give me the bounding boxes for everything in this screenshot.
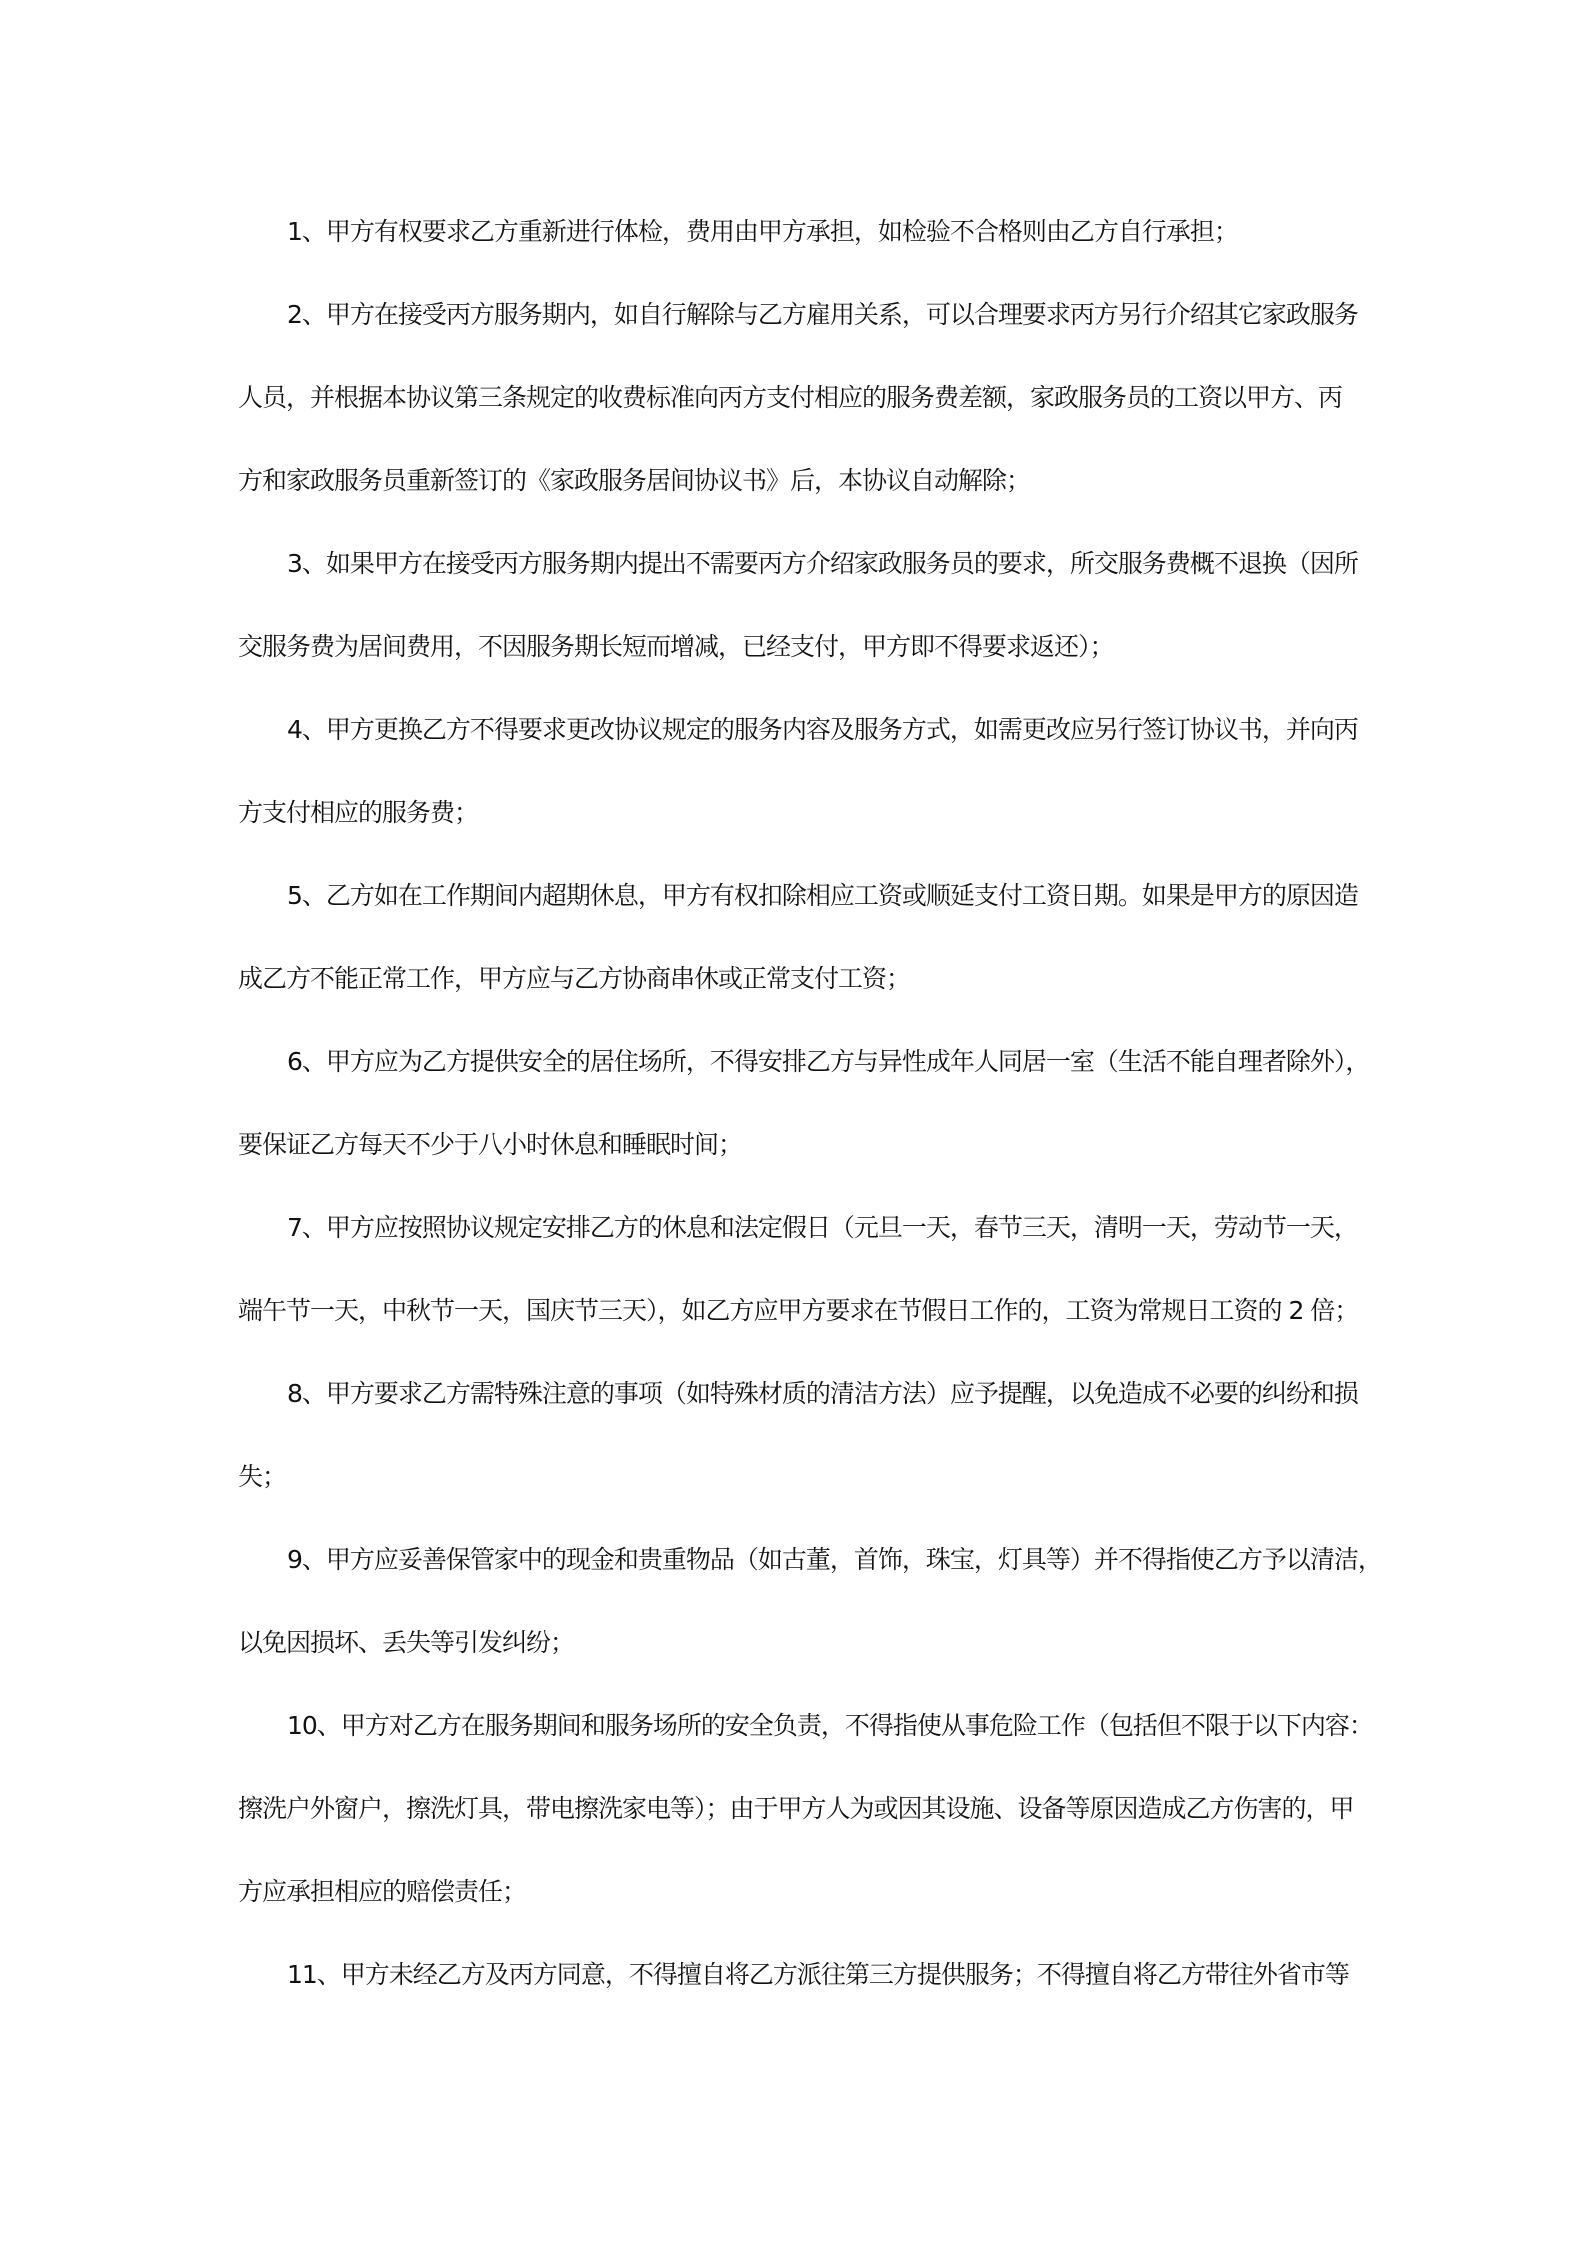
clause-line: 7、甲方应按照协议规定安排乙方的休息和法定假日（元旦一天，春节三天，清明一天，劳动节一天，: [287, 1213, 1358, 1242]
clause-line: 人员，并根据本协议第三条规定的收费标准向丙方支付相应的服务费差额，家政服务员的工资以甲方、丙: [238, 383, 1343, 412]
clause-line: 端午节一天，中秋节一天，国庆节三天），如乙方应甲方要求在节假日工作的，工资为常规日工资的 2 倍；: [238, 1296, 1359, 1325]
contract-clauses-block: [238, 190, 1448, 2016]
clause-line: 方应承担相应的赔偿责任；: [238, 1877, 527, 1906]
clause-line: 11、甲方未经乙方及丙方同意，不得擅自将乙方派往第三方提供服务；不得擅自将乙方带往外省市等: [287, 1960, 1349, 1989]
clause-line: 6、甲方应为乙方提供安全的居住场所，不得安排乙方与异性成年人同居一室（生活不能自理者除外），: [287, 1047, 1370, 1076]
clause-line: 9、甲方应妥善保管家中的现金和贵重物品（如古董，首饰，珠宝，灯具等）并不得指使乙方予以清洁，: [287, 1545, 1382, 1574]
clause-line: 2、甲方在接受丙方服务期内，如自行解除与乙方雇用关系，可以合理要求丙方另行介绍其它家政服务: [287, 300, 1358, 329]
clause-line: 以免因损坏、丢失等引发纠纷；: [238, 1628, 575, 1657]
clause-line: 1、甲方有权要求乙方重新进行体检，费用由甲方承担，如检验不合格则由乙方自行承担；: [287, 217, 1238, 246]
clause-line: 5、乙方如在工作期间内超期休息，甲方有权扣除相应工资或顺延支付工资日期。如果是甲方的原因造: [287, 881, 1358, 910]
clause-line: 方和家政服务员重新签订的《家政服务居间协议书》后，本协议自动解除；: [238, 466, 1031, 495]
clause-line: 要保证乙方每天不少于八小时休息和睡眠时间；: [238, 1130, 743, 1159]
clause-line: 8、甲方要求乙方需特殊注意的事项（如特殊材质的清洁方法）应予提醒，以免造成不必要的纠纷和损: [287, 1379, 1358, 1408]
clause-line: 4、甲方更换乙方不得要求更改协议规定的服务内容及服务方式，如需更改应另行签订协议书，并向丙: [287, 715, 1358, 744]
clause-line: 方支付相应的服务费；: [238, 798, 479, 827]
clause-line: 3、如果甲方在接受丙方服务期内提出不需要丙方介绍家政服务员的要求，所交服务费概不退换（因所: [287, 549, 1358, 578]
clause-line: 10、甲方对乙方在服务期间和服务场所的安全负责，不得指使从事危险工作（包括但不限于以下内容：: [287, 1711, 1373, 1740]
clause-line: 成乙方不能正常工作，甲方应与乙方协商串休或正常支付工资；: [238, 964, 911, 993]
clause-line: 交服务费为居间费用，不因服务期长短而增减，已经支付，甲方即不得要求返还）；: [238, 632, 1114, 661]
clause-line: 失；: [238, 1462, 287, 1491]
clause-line: 擦洗户外窗户，擦洗灯具，带电擦洗家电等）；由于甲方人为或因其设施、设备等原因造成乙方伤害的，甲: [238, 1794, 1354, 1823]
